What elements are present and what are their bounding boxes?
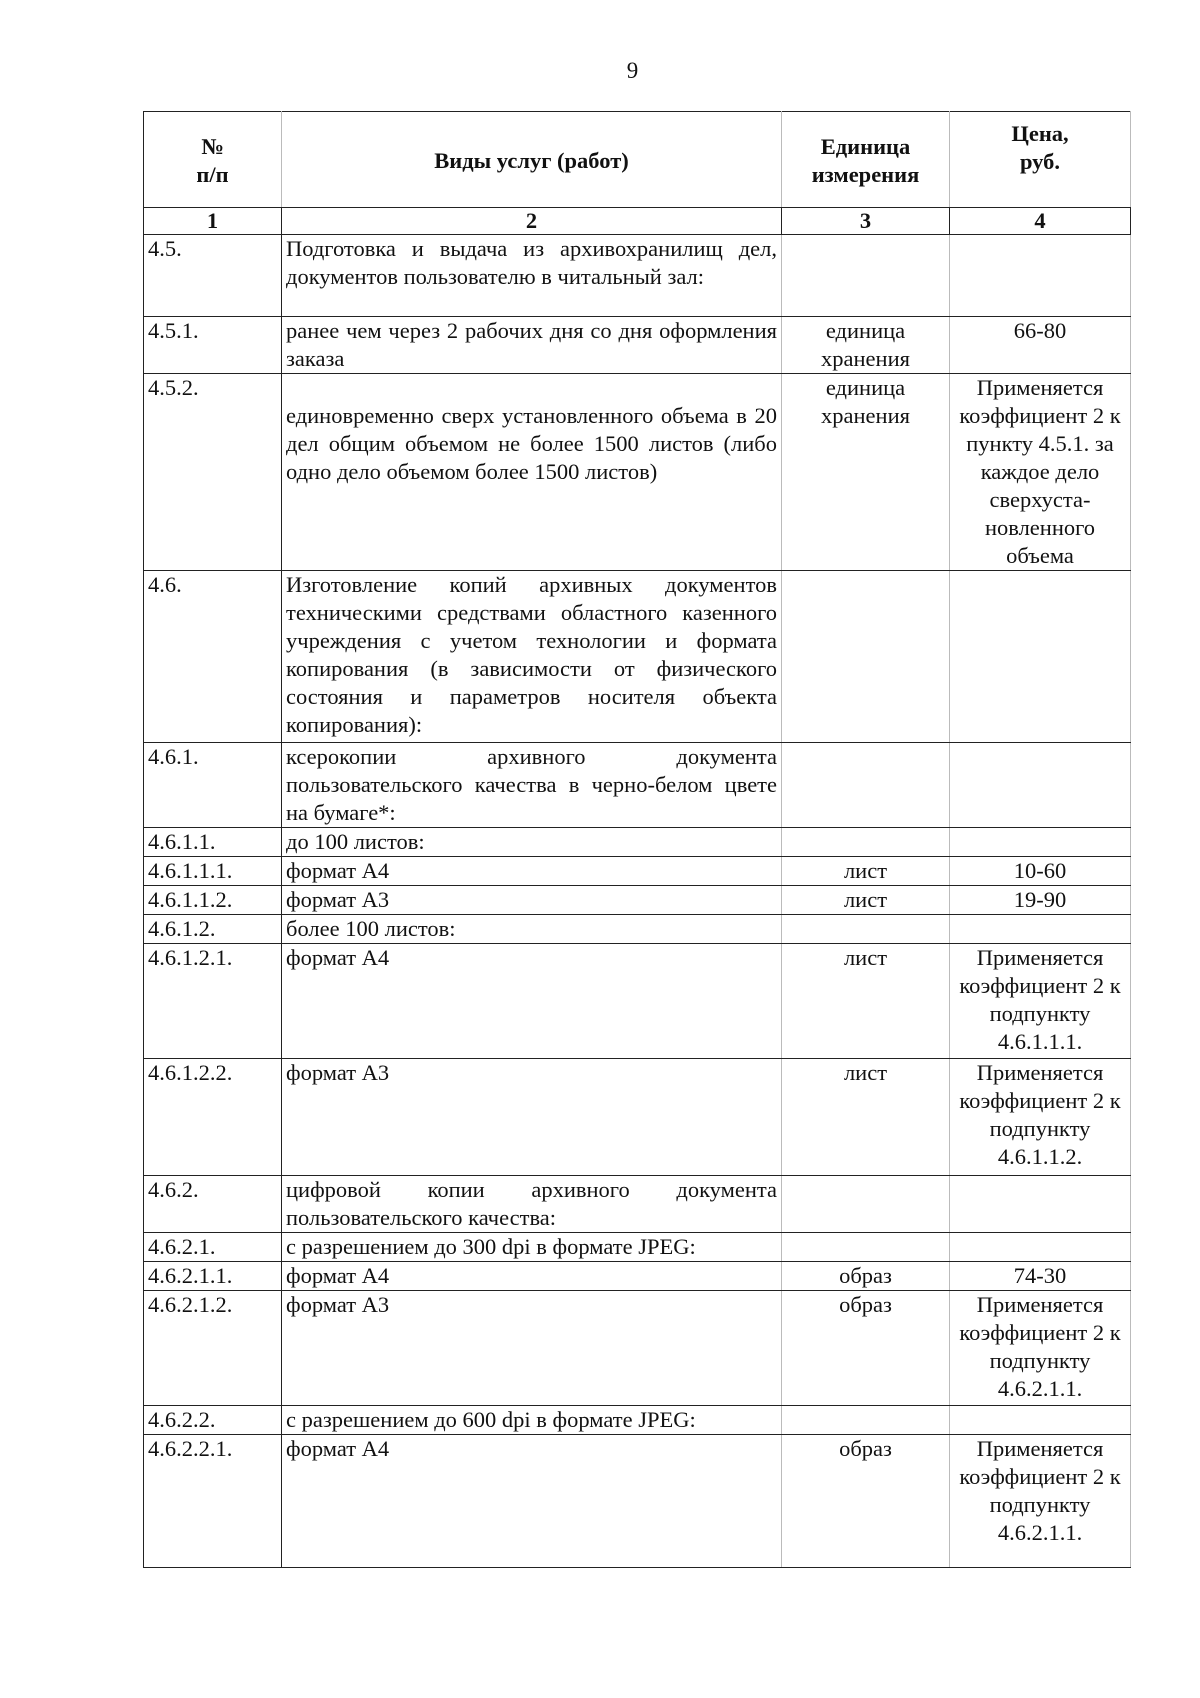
header-unit: [782, 112, 950, 208]
row-number: [144, 571, 282, 743]
row-number-text: 4.6.2.2.: [148, 1407, 216, 1432]
row-number-text: 4.6.2.1.2.: [148, 1292, 233, 1317]
table-row: [144, 1176, 1131, 1233]
service-description-text: более 100 листов:: [286, 916, 456, 941]
service-description: [282, 828, 782, 857]
row-number-text: 4.5.1.: [148, 318, 199, 343]
table-row: [144, 1291, 1131, 1406]
unit-of-measure-text: лист: [843, 1060, 888, 1085]
row-number: [144, 1233, 282, 1262]
table-row: [144, 886, 1131, 915]
row-number-text: 4.6.1.2.1.: [148, 945, 233, 970]
price: [950, 828, 1131, 857]
price-table: [143, 111, 1131, 1568]
price: [950, 1059, 1131, 1176]
service-description-text: единовременно сверх установленного объема в 20 дел общим объемом не более 1500 листов (либо одно дело объемом более 1500 листов): [286, 403, 777, 484]
table-row: [144, 944, 1131, 1059]
unit-of-measure-text: образ: [839, 1263, 892, 1288]
unit-of-measure-text: единица хранения: [821, 375, 910, 428]
row-number-text: 4.6.1.: [148, 744, 199, 769]
table-row: [144, 915, 1131, 944]
header-price-label: Цена, руб.: [1011, 121, 1069, 174]
price: [950, 235, 1131, 317]
unit-of-measure: [782, 1435, 950, 1568]
price: [950, 1262, 1131, 1291]
service-description: [282, 1059, 782, 1176]
price: [950, 1435, 1131, 1568]
row-number: [144, 915, 282, 944]
service-description: [282, 743, 782, 828]
service-description-text: формат А4: [286, 858, 390, 883]
unit-of-measure: [782, 1059, 950, 1176]
price: [950, 571, 1131, 743]
price: [950, 743, 1131, 828]
column-number: 3: [782, 208, 950, 235]
unit-of-measure-text: единица хранения: [821, 318, 910, 371]
row-number-text: 4.5.: [148, 236, 182, 261]
row-number: [144, 1176, 282, 1233]
header-number: [144, 112, 282, 208]
unit-of-measure: [782, 1176, 950, 1233]
service-description: [282, 374, 782, 571]
row-number-text: 4.6.2.: [148, 1177, 199, 1202]
service-description-text: до 100 листов:: [286, 829, 425, 854]
service-description: [282, 915, 782, 944]
header-service-type: [282, 112, 782, 208]
service-description: [282, 235, 782, 317]
price: [950, 857, 1131, 886]
unit-of-measure: [782, 235, 950, 317]
row-number-text: 4.6.2.1.: [148, 1234, 216, 1259]
row-number: [144, 828, 282, 857]
service-description: [282, 1406, 782, 1435]
row-number: [144, 1059, 282, 1176]
unit-of-measure: [782, 828, 950, 857]
service-description: [282, 1176, 782, 1233]
service-description-text: Изготовление копий архивных документов техническими средствами областного казенного учреждения с учетом технологии и формата копирования (в зависимости от физического состояния и параметров носителя объекта копирования):: [286, 572, 777, 737]
column-number: 2: [282, 208, 782, 235]
table-row: [144, 235, 1131, 317]
table-row: [144, 743, 1131, 828]
row-number-text: 4.6.1.1.2.: [148, 887, 233, 912]
unit-of-measure: [782, 915, 950, 944]
price: [950, 1233, 1131, 1262]
table-row: [144, 317, 1131, 374]
service-description: [282, 571, 782, 743]
column-number: 1: [144, 208, 282, 235]
row-number: [144, 235, 282, 317]
service-description: [282, 317, 782, 374]
row-number: [144, 1406, 282, 1435]
price-text: Применяется коэффициент 2 к подпункту 4.6.2.1.1.: [959, 1436, 1121, 1545]
service-description: [282, 857, 782, 886]
unit-of-measure: [782, 857, 950, 886]
column-number: 4: [950, 208, 1131, 235]
unit-of-measure: [782, 1291, 950, 1406]
table-body: [144, 235, 1131, 1568]
service-description: [282, 1262, 782, 1291]
row-number-text: 4.6.2.2.1.: [148, 1436, 233, 1461]
service-description-text: формат А4: [286, 1263, 390, 1288]
price: [950, 317, 1131, 374]
table-row: [144, 374, 1131, 571]
price: [950, 944, 1131, 1059]
price-text: Применяется коэффициент 2 к подпункту 4.6.1.1.1.: [959, 945, 1121, 1054]
price: [950, 374, 1131, 571]
table-row: [144, 828, 1131, 857]
service-description-text: формат А4: [286, 1436, 390, 1461]
unit-of-measure-text: лист: [843, 945, 888, 970]
price: [950, 1176, 1131, 1233]
header-price: [950, 112, 1131, 208]
service-description-text: формат А3: [286, 1292, 390, 1317]
unit-of-measure: [782, 317, 950, 374]
service-description-text: формат А3: [286, 1060, 390, 1085]
service-description-text: Подготовка и выдача из архивохранилищ дел, документов пользователю в читальный зал:: [286, 236, 777, 289]
service-description-text: цифровой копии архивного документа пользовательского качества:: [286, 1177, 777, 1230]
price: [950, 886, 1131, 915]
unit-of-measure: [782, 1406, 950, 1435]
price-text: 10-60: [1013, 858, 1067, 883]
price-text: 19-90: [1013, 887, 1067, 912]
table-row: [144, 1059, 1131, 1176]
service-description: [282, 886, 782, 915]
price-text: Применяется коэффициент 2 к подпункту 4.6.1.1.2.: [959, 1060, 1121, 1169]
row-number: [144, 1435, 282, 1568]
price: [950, 1291, 1131, 1406]
service-description-text: формат А3: [286, 887, 390, 912]
unit-of-measure-text: лист: [843, 887, 888, 912]
row-number-text: 4.5.2.: [148, 375, 199, 400]
row-number-text: 4.6.1.1.1.: [148, 858, 233, 883]
table-row: [144, 1262, 1131, 1291]
table-row: [144, 857, 1131, 886]
header-service-type-label: Виды услуг (работ): [434, 147, 629, 173]
row-number: [144, 886, 282, 915]
unit-of-measure: [782, 743, 950, 828]
service-description: [282, 944, 782, 1059]
row-number: [144, 857, 282, 886]
price-text: Применяется коэффициент 2 к подпункту 4.6.2.1.1.: [959, 1292, 1121, 1401]
price: [950, 915, 1131, 944]
price-text: Применяется коэффициент 2 к пункту 4.5.1. за каждое дело сверхуста-новленного объема: [959, 375, 1121, 568]
service-description-text: формат А4: [286, 945, 390, 970]
row-number-text: 4.6.1.1.: [148, 829, 216, 854]
service-description-text: с разрешением до 300 dpi в формате JPEG:: [286, 1234, 696, 1259]
unit-of-measure: [782, 1262, 950, 1291]
row-number: [144, 743, 282, 828]
service-description-text: ксерокопии архивного документа пользовательского качества в черно-белом цвете на бумаге*:: [286, 744, 777, 825]
row-number-text: 4.6.1.2.: [148, 916, 216, 941]
table-header: [144, 112, 1131, 235]
row-number: [144, 1291, 282, 1406]
row-number-text: 4.6.2.1.1.: [148, 1263, 233, 1288]
service-description: [282, 1233, 782, 1262]
unit-of-measure: [782, 1233, 950, 1262]
unit-of-measure: [782, 944, 950, 1059]
service-description-text: ранее чем через 2 рабочих дня со дня оформления заказа: [286, 318, 777, 371]
row-number: [144, 374, 282, 571]
unit-of-measure: [782, 571, 950, 743]
row-number-text: 4.6.1.2.2.: [148, 1060, 233, 1085]
row-number: [144, 1262, 282, 1291]
table-row: [144, 571, 1131, 743]
unit-of-measure-text: образ: [839, 1292, 892, 1317]
unit-of-measure-text: образ: [839, 1436, 892, 1461]
service-description-text: с разрешением до 600 dpi в формате JPEG:: [286, 1407, 696, 1432]
row-number: [144, 944, 282, 1059]
price: [950, 1406, 1131, 1435]
unit-of-measure: [782, 374, 950, 571]
header-number-label: № п/п: [196, 133, 229, 187]
column-numbers-row: [144, 208, 1131, 235]
unit-of-measure-text: лист: [843, 858, 888, 883]
row-number: [144, 317, 282, 374]
unit-of-measure: [782, 886, 950, 915]
row-number-text: 4.6.: [148, 572, 182, 597]
price-text: 74-30: [1013, 1263, 1067, 1288]
page-number: 9: [626, 58, 639, 83]
table-row: [144, 1233, 1131, 1262]
service-description: [282, 1291, 782, 1406]
table-row: [144, 1406, 1131, 1435]
header-unit-label: Единица измерения: [811, 133, 920, 187]
table-row: [144, 1435, 1131, 1568]
service-description: [282, 1435, 782, 1568]
price-text: 66-80: [1013, 318, 1067, 343]
